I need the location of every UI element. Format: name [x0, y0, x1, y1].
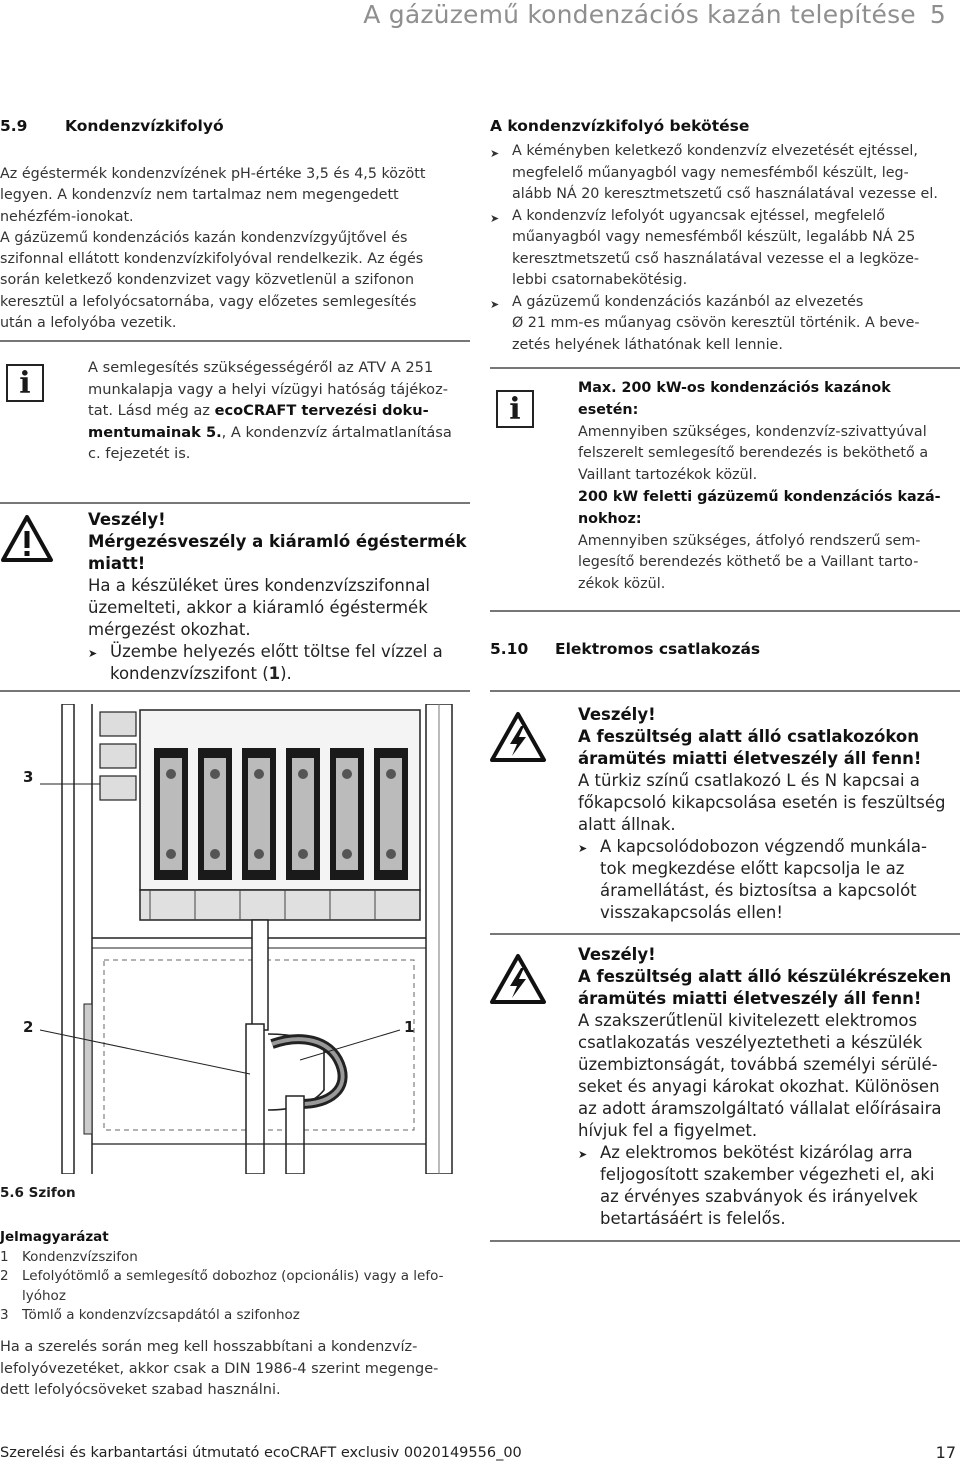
text-line: legyen. A kondenzvíz nem tartalmaz nem megengedett [0, 187, 399, 204]
text-line: alatt állnak. [578, 815, 676, 834]
text-line: A kapcsolódobozon végzendő munkála- [600, 837, 927, 856]
footer-document-title: Szerelési és karbantartási útmutató ecoCRAFT exclusiv 0020149556_00 [0, 1445, 522, 1461]
text-line: áramellátást, és biztosítsa a kapcsolót [600, 881, 917, 900]
section-title: Kondenzvízkifolyó [65, 117, 224, 135]
text-line: során keletkező kondenzvizet vagy közvetlenül a szifonon [0, 272, 415, 289]
text-line: betartásáért is felelős. [600, 1209, 786, 1228]
text-line: legesítő berendezés köthető be a Vaillant tarto- [578, 554, 919, 571]
text-run: , A kondenzvíz ártalmatlanítása [221, 423, 452, 441]
warning-title: Veszély! [578, 705, 656, 724]
legend-text: Kondenzvízszifon [22, 1248, 138, 1265]
text-line: A türkiz színű csatlakozó L és N kapcsai a [578, 771, 920, 790]
text-line: felszerelt semlegesítő berendezés is beköthető a [578, 445, 929, 462]
text-line: A kondenzvíz lefolyót ugyancsak ejtéssel, megfelelő [512, 207, 886, 224]
text-line: csatlakozatás veszélyeztetheti a készülék [578, 1033, 923, 1052]
warning-subtitle: A feszültség alatt álló készülékrészeken [578, 967, 952, 986]
info-heading: Max. 200 kW-os kondenzációs kazánok [578, 380, 891, 396]
arrow-bullet-icon: ➤ [490, 297, 500, 311]
legend-number: 3 [0, 1307, 9, 1324]
text-line: Az égéstermék kondenzvízének pH-értéke 3,5 és 4,5 között [0, 166, 426, 182]
intro-paragraph [0, 164, 470, 334]
text-line [88, 422, 473, 444]
divider [490, 367, 960, 369]
info-note-boiler-capacity [578, 378, 960, 596]
text-line: főkapcsoló kikapcsolása esetén is feszültség [578, 793, 946, 812]
running-header [349, 0, 946, 29]
arrow-bullet-icon: ➤ [578, 1148, 588, 1161]
legend-text: lyóhoz [22, 1287, 66, 1304]
info-note [88, 357, 473, 465]
text-line: Amennyiben szükséges, kondenzvíz-szivattyúval [578, 423, 927, 440]
info-icon [6, 364, 44, 402]
section-number: 5.10 [490, 640, 529, 658]
info-icon [496, 390, 534, 428]
legend-title: Jelmagyarázat [0, 1229, 109, 1245]
figure-label-2: 2 [23, 1018, 34, 1036]
text-line: után a lefolyóba vezetik. [0, 315, 177, 332]
divider [490, 1240, 960, 1242]
legend [0, 1228, 443, 1326]
text-line: az adott áramszolgáltató vállalat előírásaira [578, 1099, 942, 1118]
text-line: Amennyiben szükséges, átfolyó rendszerű sem- [578, 532, 921, 549]
info-heading: nokhoz: [578, 510, 642, 527]
divider [0, 690, 470, 692]
divider [0, 502, 470, 504]
danger-warning-poisoning [88, 509, 473, 685]
text-line: Ha a szerelés során meg kell hosszabbítani a kondenzvíz- [0, 1339, 418, 1355]
arrow-bullet-icon: ➤ [490, 147, 500, 160]
part-number: 1 [268, 664, 281, 683]
action-bullet [88, 641, 473, 685]
divider [0, 340, 470, 342]
text-line: műanyagból vagy nemesfémből készült, legalább NÁ 25 [512, 229, 916, 245]
warning-subtitle: miatt! [88, 554, 146, 573]
text-line: A semlegesítés szükségességéről az ATV A 251 [88, 359, 434, 376]
action-bullet [578, 836, 960, 924]
legend-item [0, 1306, 443, 1326]
info-heading: 200 kW feletti gázüzemű kondenzációs kazá- [578, 488, 941, 505]
text-run: kondenzvízszifont ( [110, 664, 269, 683]
section-heading-5-10 [490, 640, 760, 658]
text-line: munkalapja vagy a helyi vízügyi hatóság tájékoz- [88, 380, 449, 398]
divider [490, 690, 960, 692]
text-line: Üzembe helyezés előtt töltse fel vízzel a [110, 642, 443, 661]
warning-subtitle: A feszültség alatt álló csatlakozókon [578, 727, 919, 746]
text-line: A kéményben keletkező kondenzvíz elvezetését ejtéssel, [512, 143, 918, 159]
text-line: A gázüzemű kondenzációs kazán kondenzvízgyűjtővel és [0, 229, 408, 246]
section-heading-5-9 [0, 117, 224, 135]
text-line: alább NÁ 20 keresztmetszetű cső használatával vezesse el. [512, 186, 938, 202]
info-heading: esetén: [578, 401, 639, 418]
header-page-number: 5 [929, 0, 946, 29]
text-line: üzemelteti, akkor a kiáramló égéstermék [88, 598, 428, 617]
doc-reference: ecoCRAFT tervezési doku- [214, 402, 429, 420]
text-run: ). [280, 664, 292, 683]
section-title: Elektromos csatlakozás [555, 640, 761, 658]
footer-page-number: 17 [935, 1443, 956, 1462]
action-bullet [490, 292, 960, 357]
text-line: keresztül a lefolyócsatornába, vagy előzetes semlegesítés [0, 293, 417, 310]
legend-item [0, 1267, 443, 1287]
text-run: tat. Lásd még az [88, 402, 215, 420]
danger-warning-live-terminals [578, 704, 960, 924]
action-bullet [578, 1142, 960, 1230]
legend-number: 1 [0, 1248, 9, 1265]
text-line: A szakszerűtlenül kivitelezett elektromos [578, 1011, 918, 1030]
text-line: Ø 21 mm-es műanyag csövön keresztül történik. A beve- [512, 315, 920, 331]
electric-hazard-icon [488, 952, 548, 1006]
text-line: zetés helyének láthatónak kell lennie. [512, 336, 783, 353]
text-line: keresztmetszetű cső használatával vezesse el a legköze- [512, 250, 920, 267]
figure-caption: 5.6 Szifon [0, 1185, 76, 1201]
figure-label-1: 1 [404, 1018, 415, 1036]
text-line: c. fejezetét is. [88, 445, 191, 463]
text-line: seket és anyagi károkat okozhat. Különösen [578, 1077, 940, 1096]
warning-subtitle: áramütés miatti életveszély áll fenn! [578, 989, 922, 1008]
siphon-illustration [0, 704, 470, 1174]
legend-item [0, 1248, 443, 1268]
text-line: megfelelő műanyagból vagy nemesfémből készült, leg- [512, 164, 909, 181]
divider [490, 933, 960, 935]
info-glyph: i [19, 365, 31, 401]
arrow-bullet-icon: ➤ [88, 647, 98, 660]
text-line: mérgezést okozhat. [88, 620, 251, 639]
legend-item [0, 1287, 443, 1307]
text-line: üzembiztonságát, továbbá személyi sérülé- [578, 1055, 938, 1074]
text-line: visszakapcsolás ellen! [600, 903, 784, 922]
connection-bullets [490, 141, 960, 356]
legend-text: Lefolyótömlő a semlegesítő dobozhoz (opcionális) vagy a lefo- [22, 1268, 444, 1285]
text-line: zékok közül. [578, 576, 666, 593]
section-number: 5.9 [0, 117, 28, 135]
action-bullet [490, 206, 960, 292]
text-line: az érvényes szabványok és irányelvek [600, 1187, 918, 1206]
warning-title: Veszély! [578, 945, 656, 964]
figure-label-3: 3 [23, 768, 34, 786]
arrow-bullet-icon: ➤ [578, 842, 588, 855]
subheading-condensate-connection: A kondenzvízkifolyó bekötése [490, 117, 750, 135]
text-line: Ha a készüléket üres kondenzvízszifonnal [88, 576, 431, 595]
legend-number: 2 [0, 1268, 9, 1285]
action-bullet [490, 141, 960, 206]
text-line: Az elektromos bekötést kizárólag arra [600, 1143, 913, 1162]
text-line: lebbi csatornabekötésig. [512, 272, 688, 288]
warning-triangle-icon [0, 514, 54, 564]
text-line: feljogosított szakember végezheti el, aki [600, 1165, 935, 1184]
warning-subtitle: áramütés miatti életveszély áll fenn! [578, 749, 922, 768]
text-line: dett lefolyócsöveket szabad használni. [0, 1382, 281, 1398]
divider [490, 610, 960, 612]
electric-hazard-icon [488, 710, 548, 764]
text-line: Vaillant tartozékok közül. [578, 467, 758, 484]
warning-title: Veszély! [88, 510, 166, 529]
text-line [88, 400, 473, 422]
text-line: lefolyóvezetéket, akkor csak a DIN 1986-4 szerint megenge- [0, 1360, 439, 1377]
arrow-bullet-icon: ➤ [490, 211, 500, 225]
header-title: A gázüzemű kondenzációs kazán telepítése [363, 0, 916, 29]
doc-reference: mentumainak 5. [88, 423, 222, 441]
info-glyph: i [509, 391, 521, 427]
legend-number [0, 1287, 22, 1307]
warning-subtitle: Mérgezésveszély a kiáramló égéstermék [88, 532, 467, 551]
text-line: szifonnal ellátott kondenzvízkifolyóval rendelkezik. Az égés [0, 251, 424, 268]
legend-text: Tömlő a kondenzvízcsapdától a szifonhoz [22, 1307, 300, 1324]
danger-warning-live-parts [578, 944, 960, 1230]
text-line: A gázüzemű kondenzációs kazánból az elvezetés [512, 293, 864, 310]
closing-paragraph [0, 1337, 470, 1402]
text-line: hívjuk fel a figyelmet. [578, 1121, 758, 1140]
text-line: nehézfém-ionokat. [0, 208, 134, 225]
text-line: tok megkezdése előtt kapcsolja le az [600, 859, 905, 878]
text-line [110, 663, 473, 685]
